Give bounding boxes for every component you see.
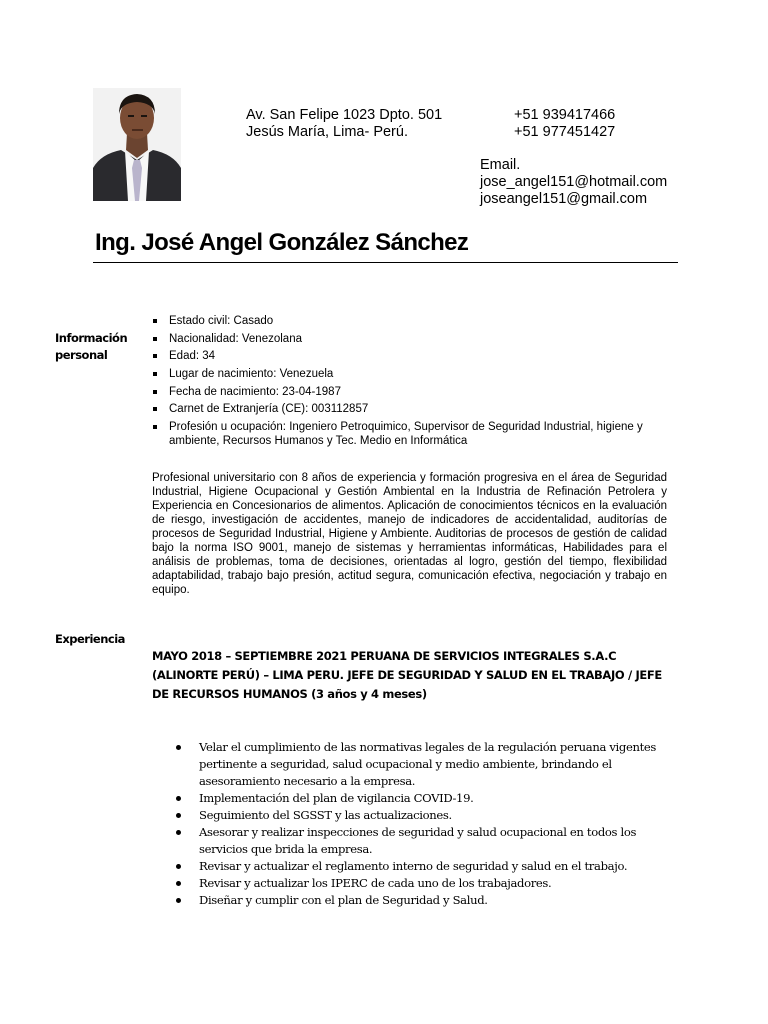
address [246, 107, 442, 141]
section-label-personal [55, 330, 127, 364]
phone-number: +51 939417466 [514, 107, 616, 123]
job-duties-list [176, 739, 676, 909]
email-address: joseangel151@gmail.com [480, 191, 648, 207]
list-item [176, 858, 676, 875]
list-item [176, 824, 676, 858]
bullet-icon [153, 354, 157, 358]
section-label-line: personal [55, 348, 108, 362]
list-item [176, 875, 676, 892]
address-line: Av. San Felipe 1023 Dpto. 501 [246, 107, 443, 123]
phone-numbers [514, 107, 615, 141]
bullet-icon [153, 337, 157, 341]
bullet-icon [176, 796, 181, 801]
bullet-icon [176, 881, 181, 886]
profile-photo [93, 88, 181, 201]
bullet-icon [153, 319, 157, 323]
list-item [152, 314, 677, 328]
list-item-text: Nacionalidad: Venezolana [169, 332, 302, 345]
name-divider [93, 262, 678, 263]
list-item-text: Revisar y actualizar los IPERC de cada uno de los trabajadores. [199, 876, 552, 890]
list-item [152, 402, 677, 416]
bullet-icon [176, 745, 181, 750]
candidate-name: Ing. José Angel González Sánchez [95, 229, 469, 256]
professional-summary: Profesional universitario con 8 años de experiencia y formación progresiva en el área de Seguridad Industrial, Higiene Ocupacional y Gestión Ambiental en la Industria de Refinación Petrolera y Experiencia en Concesionarios de alimentos. Aplicación de conocimientos técnicos en la evaluación de riesgo, investigación de accidentes, manejo de indicadores de accidentalidad, auditorías de procesos de Seguridad Industrial, Higiene y Ambiente. Auditorias de procesos de gestión de calidad bajo la norma ISO 9001, manejo de sistemas y herramientas informáticas, Habilidades para el análisis de problemas, toma de decisiones, orientadas al logro, gestión del tiempo, flexibilidad adaptabilidad, trabajo bajo presión, actitud segura, comunicación efectiva, negociación y trabajo en equipo. [152, 472, 667, 596]
bullet-icon [153, 372, 157, 376]
list-item [152, 349, 677, 363]
list-item [152, 332, 677, 346]
personal-info-list [152, 314, 677, 452]
bullet-icon [153, 407, 157, 411]
list-item-text: Estado civil: Casado [169, 315, 274, 327]
bullet-icon [176, 813, 181, 818]
list-item-text: Implementación del plan de vigilancia COVID-19. [199, 791, 474, 805]
bullet-icon [153, 425, 157, 429]
list-item-text: Asesorar y realizar inspecciones de seguridad y salud ocupacional en todos los servicios que brida la empresa. [199, 825, 637, 856]
list-item [176, 892, 676, 909]
list-item-text: Revisar y actualizar el reglamento interno de seguridad y salud en el trabajo. [199, 859, 628, 873]
address-line: Jesús María, Lima- Perú. [246, 124, 408, 140]
list-item-text: Velar el cumplimiento de las normativas legales de la regulación peruana vigentes pertinente a seguridad, salud ocupacional y medio ambiente, brindando el asesoramiento necesario a la empresa. [199, 740, 657, 788]
email-label: Email. [480, 157, 521, 173]
list-item-text: Lugar de nacimiento: Venezuela [169, 368, 334, 381]
list-item-text: Profesión u ocupación: Ingeniero Petroquimico, Supervisor de Seguridad Industrial, higiene y ambiente, Recursos Humanos y Tec. Medio en Informática [169, 421, 643, 448]
list-item-text: Fecha de nacimiento: 23-04-1987 [169, 385, 341, 398]
list-item-text: Carnet de Extranjería (CE): 003112857 [169, 403, 369, 416]
list-item-text: Seguimiento del SGSST y las actualizaciones. [199, 808, 452, 822]
list-item [176, 807, 676, 824]
list-item [176, 739, 676, 790]
email-address: jose_angel151@hotmail.com [480, 174, 668, 190]
section-label-experience: Experiencia [55, 632, 125, 646]
email-block [480, 157, 667, 208]
list-item [152, 420, 677, 448]
job-title: MAYO 2018 – SEPTIEMBRE 2021 PERUANA DE SERVICIOS INTEGRALES S.A.C (ALINORTE PERÚ) – LIMA PERU. JEFE DE SEGURIDAD Y SALUD EN EL TRABAJO / JEFE DE RECURSOS HUMANOS (3 años y 4 meses) [152, 649, 662, 701]
list-item [176, 790, 676, 807]
section-label-line: Información [55, 331, 128, 345]
list-item-text: Diseñar y cumplir con el plan de Seguridad y Salud. [199, 893, 488, 907]
list-item [152, 367, 677, 381]
list-item-text: Edad: 34 [169, 350, 216, 363]
phone-number: +51 977451427 [514, 124, 616, 140]
bullet-icon [153, 390, 157, 394]
list-item [152, 385, 677, 399]
bullet-icon [176, 898, 181, 903]
bullet-icon [176, 864, 181, 869]
bullet-icon [176, 830, 181, 835]
